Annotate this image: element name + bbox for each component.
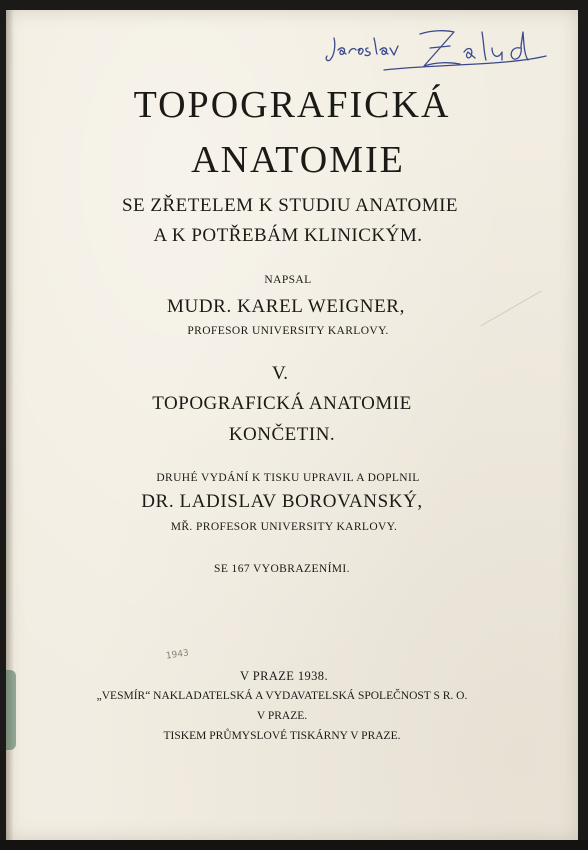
author-name: MUDR. KAREL WEIGNER, bbox=[167, 296, 405, 317]
illustrations-note: SE 167 VYOBRAZENÍMI. bbox=[214, 563, 350, 575]
volume-number: V. bbox=[271, 363, 289, 384]
scan-border bbox=[0, 840, 588, 850]
title-page bbox=[6, 10, 578, 840]
author-role: PROFESOR UNIVERSITY KARLOVY. bbox=[187, 325, 389, 337]
handwritten-signature bbox=[324, 26, 554, 86]
pencil-note: 1943 bbox=[165, 648, 190, 662]
editor-role: MŘ. PROFESOR UNIVERSITY KARLOVY. bbox=[170, 521, 398, 533]
napsal-label: NAPSAL bbox=[264, 274, 312, 286]
imprint-publisher-place: V PRAZE. bbox=[256, 710, 308, 722]
signature-drawing bbox=[324, 26, 554, 86]
book-title-line-2: ANATOMIE bbox=[191, 139, 405, 181]
edition-note: DRUHÉ VYDÁNÍ K TISKU UPRAVIL A DOPLNIL bbox=[156, 472, 420, 484]
subtitle-line-1: SE ZŘETELEM K STUDIU ANATOMIE bbox=[121, 195, 459, 216]
volume-title-line-1: TOPOGRAFICKÁ ANATOMIE bbox=[152, 393, 412, 414]
imprint-publisher: „VESMÍR“ NAKLADATELSKÁ A VYDAVATELSKÁ SPOLEČNOST S R. O. bbox=[96, 690, 468, 702]
book-title-line-1: TOPOGRAFICKÁ bbox=[133, 84, 451, 126]
imprint-printer: TISKEM PRŮMYSLOVÉ TISKÁRNY V PRAZE. bbox=[163, 730, 401, 742]
volume-title-line-2: KONČETIN. bbox=[228, 424, 336, 445]
subtitle-line-2: A K POTŘEBÁM KLINICKÝM. bbox=[153, 225, 423, 246]
editor-name: DR. LADISLAV BOROVANSKÝ, bbox=[141, 491, 423, 512]
imprint-place-year: V PRAZE 1938. bbox=[240, 669, 328, 683]
